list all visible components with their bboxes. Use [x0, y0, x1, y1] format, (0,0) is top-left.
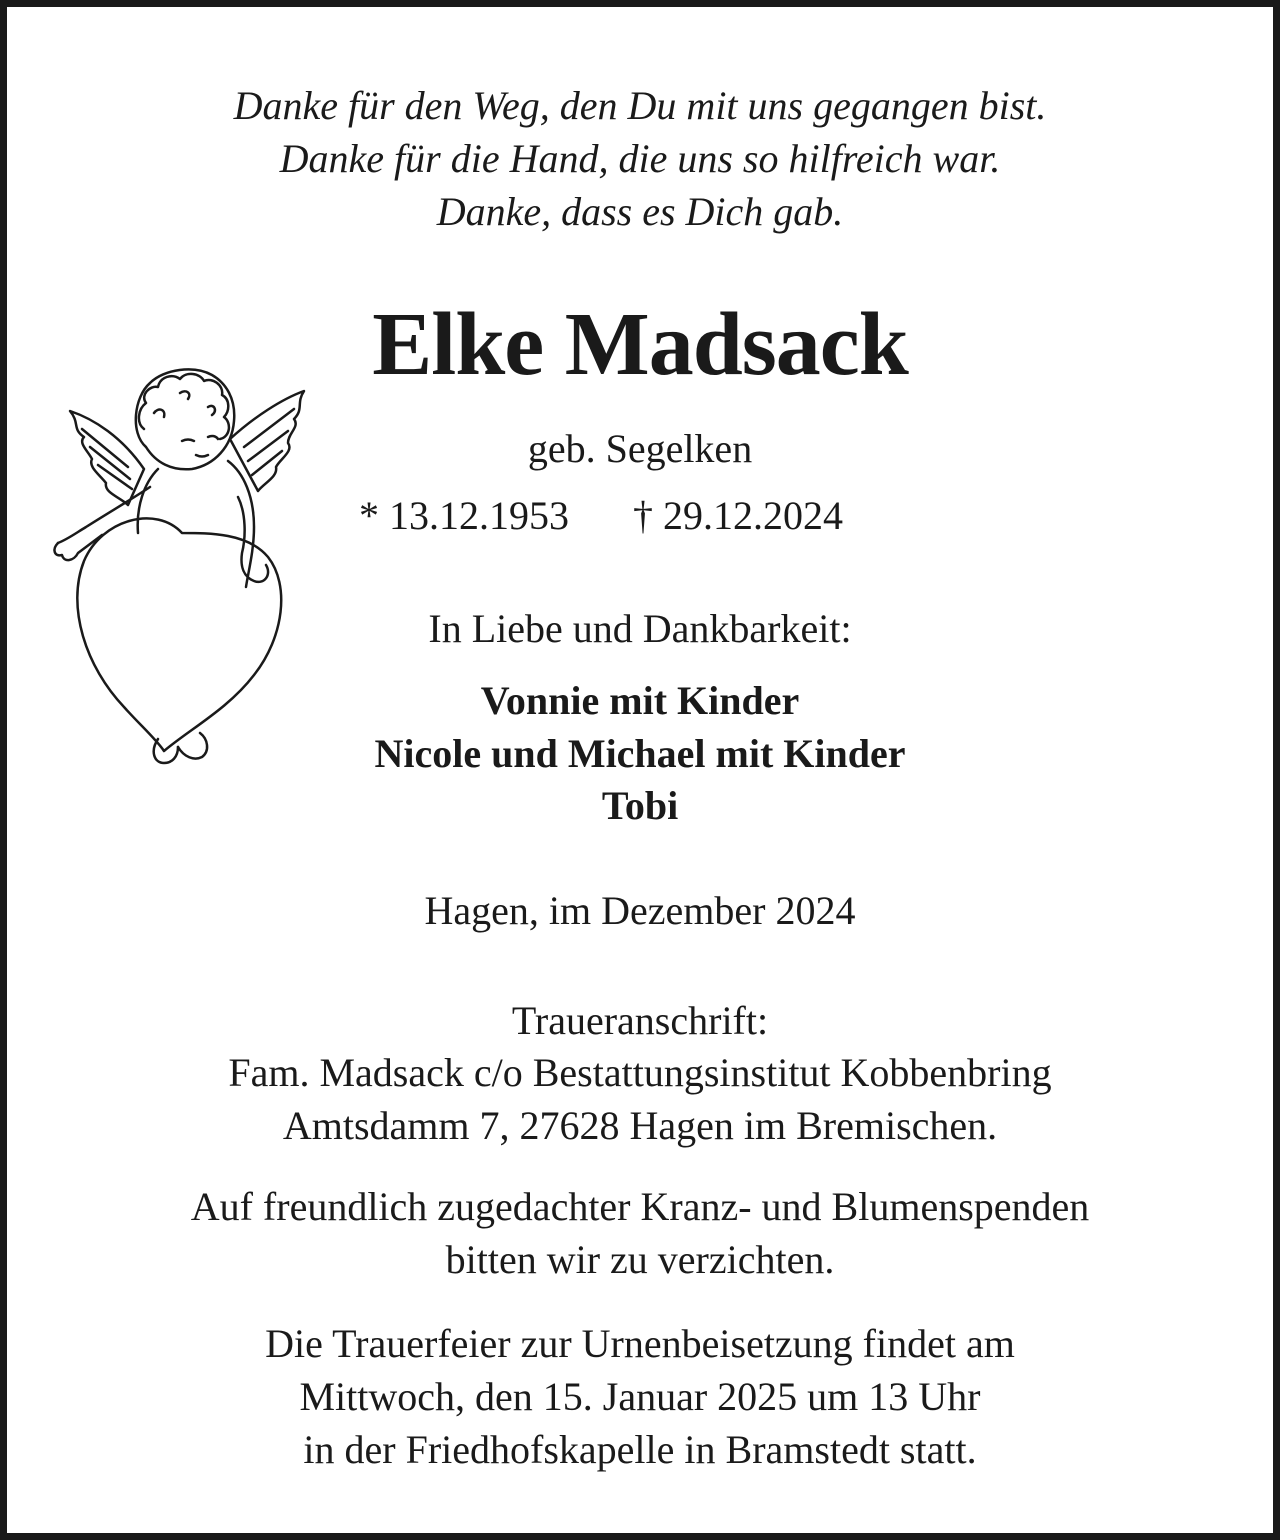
- address-heading: Traueranschrift:: [511, 998, 769, 1043]
- death-date: † 29.12.2024: [633, 493, 843, 538]
- dedication: In Liebe und Dankbarkeit:: [428, 606, 852, 651]
- quote-line-2: Danke für die Hand, die uns so hilfreich war.: [279, 136, 1001, 181]
- ceremony-line-1: Die Trauerfeier zur Urnenbeisetzung findet am: [265, 1321, 1015, 1366]
- flowers-note-line-1: Auf freundlich zugedachter Kranz- und Blumenspenden: [190, 1184, 1090, 1229]
- quote-line-3: Danke, dass es Dich gab.: [436, 189, 844, 234]
- ceremony-line-2: Mittwoch, den 15. Januar 2025 um 13 Uhr: [299, 1374, 981, 1419]
- birth-date: * 13.12.1953: [359, 493, 569, 538]
- flowers-note-line-2: bitten wir zu verzichten.: [445, 1237, 835, 1282]
- angel-with-heart-icon: [32, 337, 332, 787]
- ceremony-line-3: in der Friedhofskapelle in Bramstedt statt.: [303, 1427, 977, 1472]
- address-line-1: Fam. Madsack c/o Bestattungsinstitut Kobbenbring: [228, 1050, 1052, 1095]
- maiden-name: geb. Segelken: [527, 426, 753, 471]
- mourner-2: Nicole und Michael mit Kinder: [374, 731, 906, 776]
- place-date: Hagen, im Dezember 2024: [424, 888, 856, 933]
- deceased-name: Elke Madsack: [372, 295, 908, 394]
- life-dates: [359, 489, 843, 542]
- mourner-1: Vonnie mit Kinder: [480, 678, 800, 723]
- quote-line-1: Danke für den Weg, den Du mit uns gegangen bist.: [233, 83, 1047, 128]
- mourner-3: Tobi: [601, 783, 679, 828]
- address-line-2: Amtsdamm 7, 27628 Hagen im Bremischen.: [282, 1103, 998, 1148]
